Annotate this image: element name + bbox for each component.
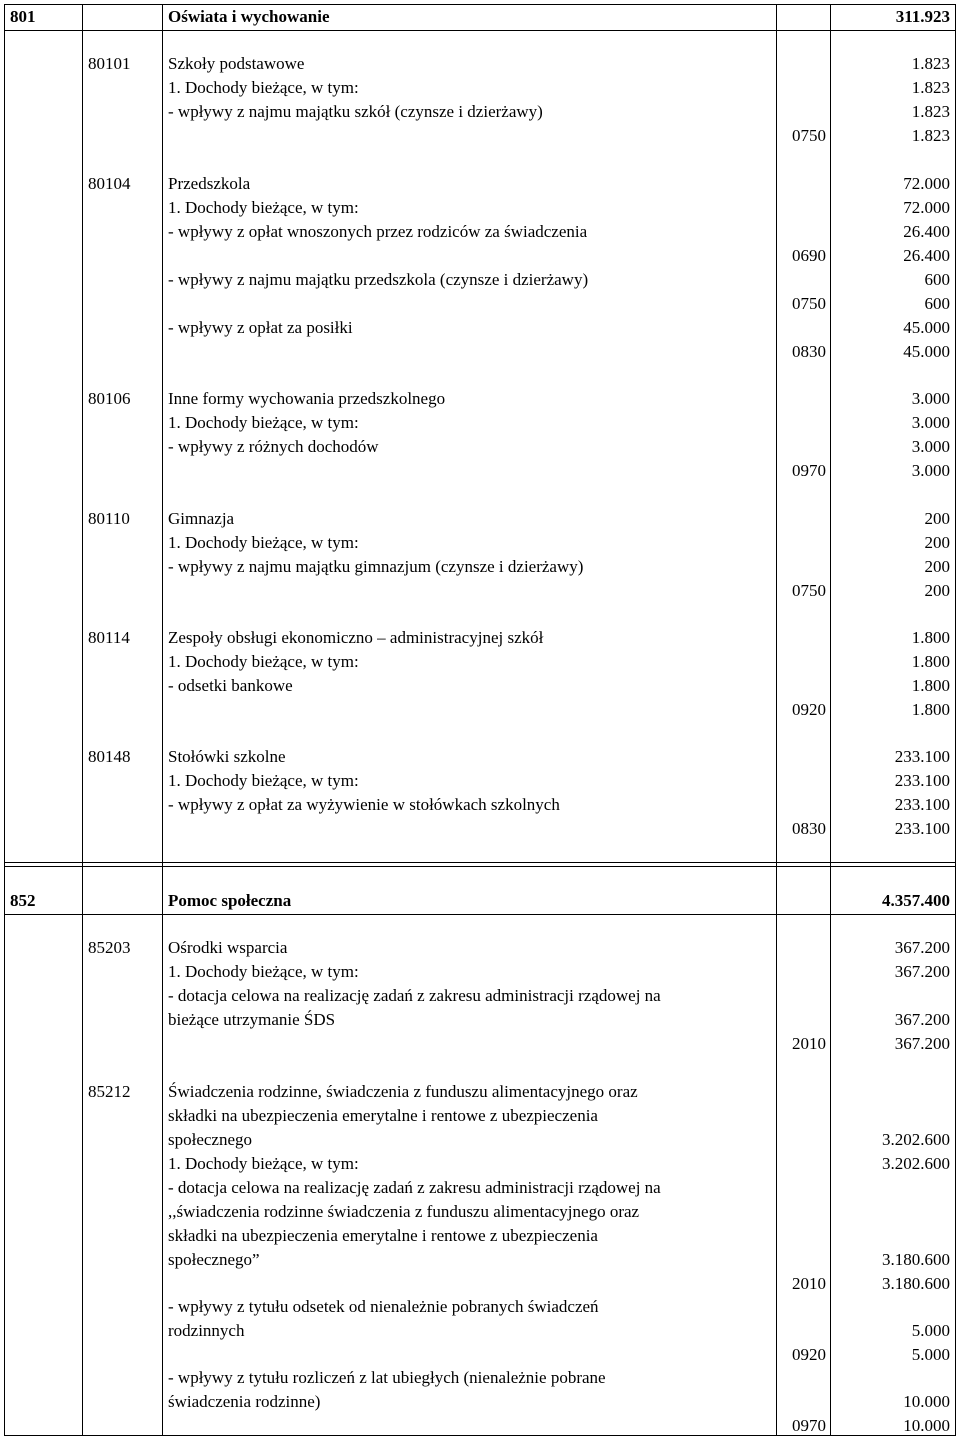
line-amount: 600 xyxy=(924,270,950,289)
line-amount: 45.000 xyxy=(903,342,950,361)
line-text: Przedszkola xyxy=(168,174,251,193)
line-amount: 3.202.600 xyxy=(882,1130,950,1149)
line-amount: 3.000 xyxy=(911,461,950,480)
line-amount: 600 xyxy=(924,294,950,313)
line-text: społecznego xyxy=(168,1130,253,1149)
line-amount: 3.180.600 xyxy=(882,1274,950,1293)
line-text: społecznego” xyxy=(168,1250,260,1269)
line-amount: 1.823 xyxy=(911,126,950,145)
line-text: 1. Dochody bieżące, w tym: xyxy=(168,78,359,97)
line-amount: 3.000 xyxy=(911,389,950,408)
subsection-code: 80148 xyxy=(88,747,131,766)
section-total: 4.357.400 xyxy=(882,891,950,910)
line-text: - wpływy z najmu majątku szkół (czynsze i dzierżawy) xyxy=(168,102,543,121)
line-amount: 200 xyxy=(924,533,950,552)
line-text: Gimnazja xyxy=(168,509,235,528)
line-text: - wpływy z tytułu odsetek od nienależnie pobranych świadczeń xyxy=(168,1297,599,1316)
line-amount: 233.100 xyxy=(894,771,950,790)
section-divider xyxy=(4,30,956,31)
line-amount: 1.800 xyxy=(911,700,950,719)
line-text: składki na ubezpieczenia emerytalne i rentowe z ubezpieczenia xyxy=(168,1226,598,1245)
classification-code: 0750 xyxy=(792,126,826,145)
line-amount: 233.100 xyxy=(894,795,950,814)
section-title: Pomoc społeczna xyxy=(168,891,292,910)
classification-code: 0690 xyxy=(792,246,826,265)
line-text: 1. Dochody bieżące, w tym: xyxy=(168,413,359,432)
line-amount: 1.823 xyxy=(911,102,950,121)
line-text: 1. Dochody bieżące, w tym: xyxy=(168,1154,359,1173)
column-divider xyxy=(162,4,163,1436)
subsection-code: 80114 xyxy=(88,628,130,647)
subsection-code: 85203 xyxy=(88,938,131,957)
classification-code: 2010 xyxy=(792,1034,826,1053)
line-amount: 1.800 xyxy=(911,676,950,695)
line-amount: 3.000 xyxy=(911,413,950,432)
line-text: Inne formy wychowania przedszkolnego xyxy=(168,389,446,408)
line-text: bieżące utrzymanie ŚDS xyxy=(168,1010,336,1029)
line-text: 1. Dochody bieżące, w tym: xyxy=(168,962,359,981)
line-text: ,,świadczenia rodzinne świadczenia z funduszu alimentacyjnego oraz xyxy=(168,1202,640,1221)
classification-code: 0750 xyxy=(792,294,826,313)
line-amount: 10.000 xyxy=(903,1416,950,1435)
section-code: 801 xyxy=(10,7,36,26)
section-code: 852 xyxy=(10,891,36,910)
line-text: - wpływy z najmu majątku gimnazjum (czynsze i dzierżawy) xyxy=(168,557,584,576)
column-divider xyxy=(830,4,831,1436)
line-amount: 5.000 xyxy=(911,1321,950,1340)
line-amount: 200 xyxy=(924,581,950,600)
subsection-code: 85212 xyxy=(88,1082,131,1101)
line-amount: 10.000 xyxy=(903,1392,950,1411)
line-text: 1. Dochody bieżące, w tym: xyxy=(168,652,359,671)
line-text: - dotacja celowa na realizację zadań z zakresu administracji rządowej na xyxy=(168,1178,661,1197)
classification-code: 0920 xyxy=(792,1345,826,1364)
section-divider xyxy=(4,862,956,863)
line-amount: 233.100 xyxy=(894,819,950,838)
line-text: - dotacja celowa na realizację zadań z zakresu administracji rządowej na xyxy=(168,986,661,1005)
line-text: - wpływy z opłat za posiłki xyxy=(168,318,353,337)
line-text: Stołówki szkolne xyxy=(168,747,286,766)
subsection-code: 80104 xyxy=(88,174,131,193)
line-amount: 3.202.600 xyxy=(882,1154,950,1173)
line-amount: 26.400 xyxy=(903,246,950,265)
line-amount: 3.180.600 xyxy=(882,1250,950,1269)
classification-code: 0830 xyxy=(792,342,826,361)
line-amount: 1.800 xyxy=(911,628,950,647)
line-amount: 200 xyxy=(924,557,950,576)
column-divider xyxy=(776,4,777,1436)
classification-code: 2010 xyxy=(792,1274,826,1293)
line-text: - wpływy z najmu majątku przedszkola (czynsze i dzierżawy) xyxy=(168,270,589,289)
subsection-code: 80106 xyxy=(88,389,131,408)
section-total: 311.923 xyxy=(895,7,950,26)
line-text: - wpływy z opłat za wyżywienie w stołówkach szkolnych xyxy=(168,795,560,814)
line-amount: 1.800 xyxy=(911,652,950,671)
line-amount: 72.000 xyxy=(903,198,950,217)
section-title: Oświata i wychowanie xyxy=(168,7,330,26)
line-text: - odsetki bankowe xyxy=(168,676,293,695)
line-amount: 233.100 xyxy=(894,747,950,766)
classification-code: 0970 xyxy=(792,1416,826,1435)
subsection-code: 80110 xyxy=(88,509,130,528)
line-amount: 3.000 xyxy=(911,437,950,456)
line-text: 1. Dochody bieżące, w tym: xyxy=(168,533,359,552)
line-amount: 200 xyxy=(924,509,950,528)
line-text: - wpływy z tytułu rozliczeń z lat ubiegłych (nienależnie pobrane xyxy=(168,1368,606,1387)
line-amount: 367.200 xyxy=(894,962,950,981)
line-text: - wpływy z różnych dochodów xyxy=(168,437,379,456)
line-text: Świadczenia rodzinne, świadczenia z funduszu alimentacyjnego oraz xyxy=(168,1082,638,1101)
line-text: Ośrodki wsparcia xyxy=(168,938,288,957)
line-amount: 26.400 xyxy=(903,222,950,241)
line-text: Szkoły podstawowe xyxy=(168,54,305,73)
section-divider xyxy=(4,914,956,915)
line-amount: 367.200 xyxy=(894,938,950,957)
classification-code: 0830 xyxy=(792,819,826,838)
section-divider xyxy=(4,866,956,867)
subsection-code: 80101 xyxy=(88,54,131,73)
classification-code: 0920 xyxy=(792,700,826,719)
line-amount: 1.823 xyxy=(911,54,950,73)
classification-code: 0750 xyxy=(792,581,826,600)
line-amount: 1.823 xyxy=(911,78,950,97)
line-text: 1. Dochody bieżące, w tym: xyxy=(168,771,359,790)
line-text: świadczenia rodzinne) xyxy=(168,1392,321,1411)
line-text: Zespoły obsługi ekonomiczno – administracyjnej szkół xyxy=(168,628,544,647)
line-amount: 367.200 xyxy=(894,1034,950,1053)
line-amount: 367.200 xyxy=(894,1010,950,1029)
line-amount: 5.000 xyxy=(911,1345,950,1364)
line-text: rodzinnych xyxy=(168,1321,245,1340)
line-amount: 45.000 xyxy=(903,318,950,337)
classification-code: 0970 xyxy=(792,461,826,480)
column-divider xyxy=(82,4,83,1436)
line-amount: 72.000 xyxy=(903,174,950,193)
line-text: - wpływy z opłat wnoszonych przez rodziców za świadczenia xyxy=(168,222,588,241)
line-text: 1. Dochody bieżące, w tym: xyxy=(168,198,359,217)
line-text: składki na ubezpieczenia emerytalne i rentowe z ubezpieczenia xyxy=(168,1106,598,1125)
